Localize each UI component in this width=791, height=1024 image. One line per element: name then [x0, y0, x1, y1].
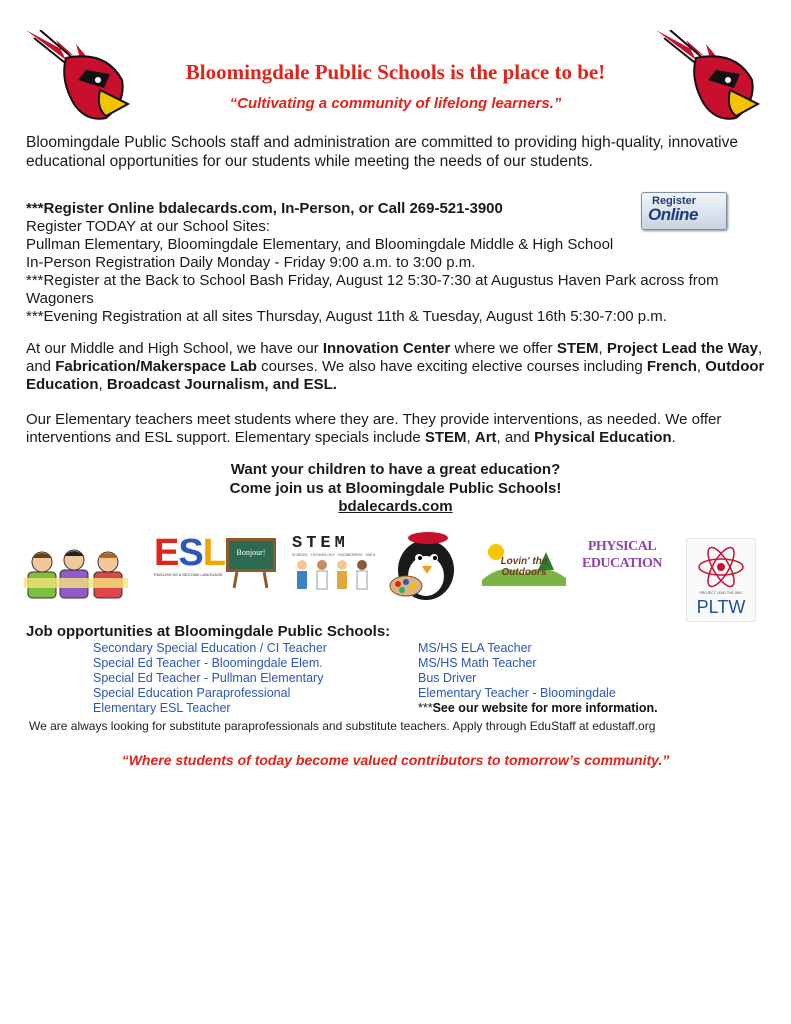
job-link[interactable]: Special Ed Teacher - Pullman Elementary — [93, 671, 324, 685]
program-images-strip — [0, 528, 791, 624]
el-bold-1: STEM — [424, 429, 467, 446]
pltw-label: PLTW — [696, 597, 746, 617]
register-online-button[interactable] — [641, 192, 727, 230]
esl-image: ESL ENGLISH AS A SECOND LANGUAGE — [154, 532, 225, 577]
outdoors-label: Lovin' the Outdoors — [500, 556, 548, 578]
website-note-text: See our website for more information. — [432, 701, 658, 715]
bonjour-text: Bonjour! — [236, 548, 266, 557]
stem-image — [292, 534, 376, 598]
stem-kids-icon — [292, 557, 372, 597]
registration-line-4: In-Person Registration Daily Monday - Friday 9:00 a.m. to 3:00 p.m. — [26, 254, 476, 271]
pltw-subtitle: PROJECT LEAD THE WAY — [699, 591, 743, 595]
pe-label: PHYSICAL EDUCATION — [581, 539, 663, 571]
cta-line-1: Want your children to have a great education? — [230, 461, 561, 478]
kids-reading-image — [24, 548, 128, 602]
french-chalkboard-image — [224, 534, 280, 590]
job-link[interactable]: Elementary Teacher - Bloomingdale — [418, 686, 616, 700]
mh-text-1: At our Middle and High School, we have our — [26, 340, 323, 357]
tagline: “Cultivating a community of lifelong learners.” — [229, 95, 562, 112]
mh-text-5: courses. We also have exciting elective courses including — [256, 358, 647, 375]
el-text-2: , — [466, 429, 475, 446]
atom-icon — [687, 539, 755, 595]
registration-line-3: Pullman Elementary, Bloomingdale Elementary, and Bloomingdale Middle & High School — [26, 236, 614, 253]
job-link[interactable]: Secondary Special Education / CI Teacher — [93, 641, 327, 655]
job-link[interactable]: Bus Driver — [418, 671, 477, 685]
mh-bold-5: French — [646, 358, 697, 375]
penguin-artist-icon — [386, 530, 464, 602]
mh-text-2: where we offer — [450, 340, 557, 357]
middle-high-paragraph — [26, 340, 766, 394]
mh-bold-3: Project Lead the Way — [606, 340, 758, 357]
mh-bold-7: Broadcast Journalism, and ESL. — [106, 376, 337, 393]
el-text-4: . — [671, 429, 676, 446]
physical-education-image — [580, 538, 664, 588]
intro-paragraph: Bloomingdale Public Schools staff and administration are committed to providing high-quality, innovative educational opportunities for our students while meeting the needs of our students. — [26, 134, 738, 170]
website-note-prefix: *** — [418, 701, 433, 715]
job-link[interactable]: Special Ed Teacher - Bloomingdale Elem. — [93, 656, 323, 670]
register-button-top: Register — [652, 195, 697, 207]
mh-text-6: , — [696, 358, 706, 375]
substitute-note: We are always looking for substitute paraprofessionals and substitute teachers. Apply through EduStaff at edustaff.org — [29, 719, 656, 733]
registration-line-5: ***Register at the Back to School Bash Friday, August 12 5:30-7:30 at Augustus Haven Park across from Wagoners — [26, 272, 719, 307]
mh-text-4: , and — [26, 340, 763, 375]
esl-subtitle: ENGLISH AS A SECOND LANGUAGE — [154, 572, 223, 577]
cta-line-2: Come join us at Bloomingdale Public Schools! — [229, 479, 562, 497]
closing-quote: “Where students of today become valued contributors to tomorrow’s community.” — [121, 752, 670, 768]
website-link[interactable]: bdalecards.com — [338, 498, 453, 515]
el-text-3: , and — [496, 429, 535, 446]
job-link[interactable]: MS/HS Math Teacher — [418, 656, 537, 670]
el-bold-2: Art — [474, 429, 497, 446]
mh-bold-1: Innovation Center — [322, 340, 451, 357]
outdoors-image — [482, 540, 566, 586]
register-button-bottom: Online — [648, 205, 698, 224]
jobs-title: Job opportunities at Bloomingdale Public Schools: — [26, 623, 391, 640]
jobs-right-column — [418, 641, 658, 716]
kids-reading-icon — [24, 548, 128, 602]
jobs-left-column — [93, 641, 327, 716]
stem-title: STEM — [292, 534, 349, 553]
elementary-paragraph — [26, 411, 766, 447]
job-link[interactable]: Special Education Paraprofessional — [93, 686, 291, 700]
job-link[interactable]: MS/HS ELA Teacher — [418, 641, 532, 655]
mh-bold-6: Outdoor Education — [26, 358, 765, 393]
mh-bold-2: STEM — [556, 340, 599, 357]
el-bold-3: Physical Education — [534, 429, 672, 446]
mh-text-7: , — [98, 376, 107, 393]
mh-text-3: , — [598, 340, 607, 357]
el-text-1: Our Elementary teachers meet students where they are. They provide interventions, as needed. We offer interventions and ESL support. Elementary specials include — [26, 411, 722, 446]
job-link[interactable]: Elementary ESL Teacher — [93, 701, 231, 715]
mh-bold-4: Fabrication/Makerspace Lab — [55, 358, 257, 375]
call-to-action — [0, 461, 791, 517]
stem-subtitle: SCIENCE · TECHNOLOGY · ENGINEERING · MATH — [292, 553, 376, 557]
page-title: Bloomingdale Public Schools is the place to be! — [185, 60, 606, 84]
registration-line-1: ***Register Online bdalecards.com, In-Person, or Call 269-521-3900 — [26, 200, 503, 217]
registration-line-6: ***Evening Registration at all sites Thursday, August 11th & Tuesday, August 16th 5:30-7:00 p.m. — [26, 308, 667, 325]
pltw-image — [686, 538, 756, 622]
registration-line-2: Register TODAY at our School Sites: — [26, 218, 271, 235]
art-penguin-image — [386, 530, 464, 602]
website-note — [418, 701, 658, 716]
